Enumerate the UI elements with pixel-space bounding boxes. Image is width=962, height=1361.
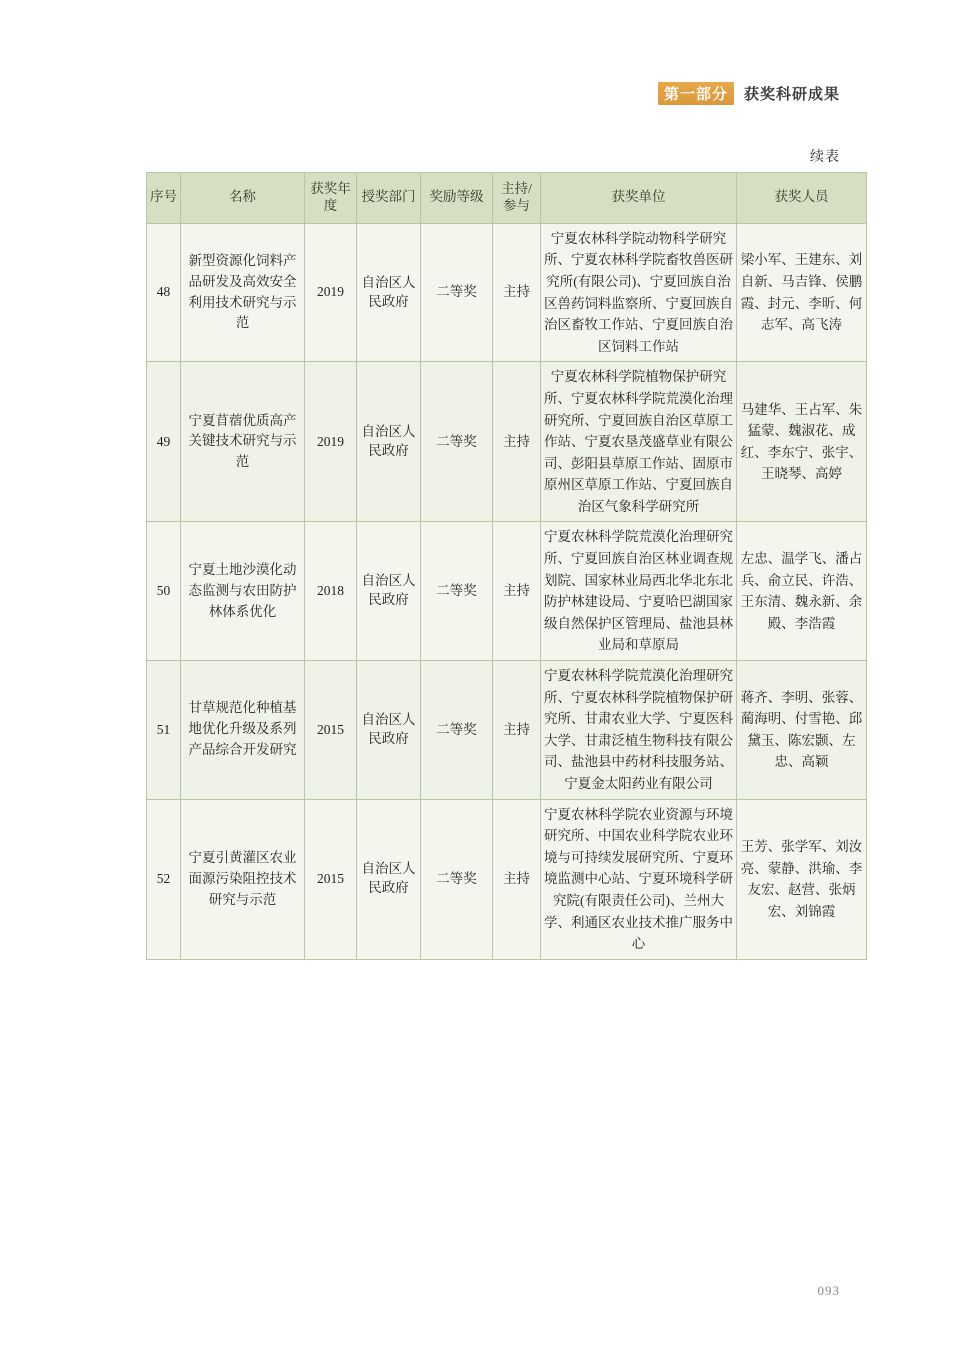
cell-level: 二等奖	[421, 362, 493, 522]
header-part-label: 第一部分	[658, 82, 734, 105]
continued-table-label: 续表	[810, 150, 840, 165]
cell-name: 宁夏引黄灌区农业面源污染阻控技术研究与示范	[181, 799, 305, 959]
column-header-units: 获奖单位	[541, 173, 737, 224]
table-row	[147, 522, 867, 661]
cell-level: 二等奖	[421, 223, 493, 362]
cell-units: 宁夏农林科学院植物保护研究所、宁夏农林科学院荒漠化治理研究所、宁夏回族自治区草原工作站、宁夏农垦茂盛草业有限公司、彭阳县草原工作站、固原市原州区草原工作站、宁夏回族自治区气象科学研究所	[541, 362, 737, 522]
cell-no: 50	[147, 522, 181, 661]
column-header-name: 名称	[181, 173, 305, 224]
cell-year: 2015	[305, 799, 357, 959]
column-header-role: 主持/参与	[493, 173, 541, 224]
cell-people: 王芳、张学军、刘汝亮、蒙静、洪瑜、李友宏、赵营、张炳宏、刘锦霞	[737, 799, 867, 959]
cell-role: 主持	[493, 223, 541, 362]
table-row	[147, 661, 867, 800]
cell-role: 主持	[493, 661, 541, 800]
cell-year: 2019	[305, 223, 357, 362]
cell-role: 主持	[493, 799, 541, 959]
header-section-title: 获奖科研成果	[743, 87, 840, 103]
cell-people: 马建华、王占军、朱猛蒙、魏淑花、成红、李东宁、张宇、王晓琴、高婷	[737, 362, 867, 522]
cell-year: 2015	[305, 661, 357, 800]
cell-dept: 自治区人民政府	[357, 799, 421, 959]
cell-dept: 自治区人民政府	[357, 661, 421, 800]
cell-units: 宁夏农林科学院荒漠化治理研究所、宁夏农林科学院植物保护研究所、甘肃农业大学、宁夏医科大学、甘肃泛植生物科技有限公司、盐池县中药材科技服务站、宁夏金太阳药业有限公司	[541, 661, 737, 800]
column-header-year: 获奖年度	[305, 173, 357, 224]
table-row	[147, 799, 867, 959]
cell-no: 49	[147, 362, 181, 522]
cell-dept: 自治区人民政府	[357, 522, 421, 661]
table-header-row	[147, 173, 867, 224]
cell-dept: 自治区人民政府	[357, 223, 421, 362]
cell-people: 蒋齐、李明、张蓉、蔺海明、付雪艳、邱黛玉、陈宏颢、左忠、高颖	[737, 661, 867, 800]
awards-table-container	[146, 172, 863, 960]
cell-name: 宁夏土地沙漠化动态监测与农田防护林体系优化	[181, 522, 305, 661]
table-row	[147, 223, 867, 362]
table-row	[147, 362, 867, 522]
cell-units: 宁夏农林科学院荒漠化治理研究所、宁夏回族自治区林业调查规划院、国家林业局西北华北东北防护林建设局、宁夏哈巴湖国家级自然保护区管理局、盐池县林业局和草原局	[541, 522, 737, 661]
page-header	[658, 82, 840, 105]
cell-no: 52	[147, 799, 181, 959]
awards-table	[146, 172, 867, 960]
cell-units: 宁夏农林科学院动物科学研究所、宁夏农林科学院畜牧兽医研究所(有限公司)、宁夏回族自治区兽药饲料监察所、宁夏回族自治区畜牧工作站、宁夏回族自治区饲料工作站	[541, 223, 737, 362]
cell-level: 二等奖	[421, 522, 493, 661]
cell-year: 2018	[305, 522, 357, 661]
cell-dept: 自治区人民政府	[357, 362, 421, 522]
cell-role: 主持	[493, 522, 541, 661]
column-header-dept: 授奖部门	[357, 173, 421, 224]
column-header-no: 序号	[147, 173, 181, 224]
cell-level: 二等奖	[421, 661, 493, 800]
cell-year: 2019	[305, 362, 357, 522]
cell-people: 梁小军、王建东、刘自新、马吉锋、侯鹏霞、封元、李昕、何志军、高飞涛	[737, 223, 867, 362]
cell-no: 51	[147, 661, 181, 800]
column-header-level: 奖励等级	[421, 173, 493, 224]
cell-no: 48	[147, 223, 181, 362]
column-header-people: 获奖人员	[737, 173, 867, 224]
cell-units: 宁夏农林科学院农业资源与环境研究所、中国农业科学院农业环境与可持续发展研究所、宁夏环境监测中心站、宁夏环境科学研究院(有限责任公司)、兰州大学、利通区农业技术推广服务中心	[541, 799, 737, 959]
page-number: 093	[817, 1283, 840, 1298]
cell-name: 甘草规范化种植基地优化升级及系列产品综合开发研究	[181, 661, 305, 800]
cell-role: 主持	[493, 362, 541, 522]
cell-name: 宁夏苜蓿优质高产关键技术研究与示范	[181, 362, 305, 522]
cell-people: 左忠、温学飞、潘占兵、俞立民、许浩、王东清、魏永新、余殿、李浩霞	[737, 522, 867, 661]
cell-name: 新型资源化饲料产品研发及高效安全利用技术研究与示范	[181, 223, 305, 362]
cell-level: 二等奖	[421, 799, 493, 959]
